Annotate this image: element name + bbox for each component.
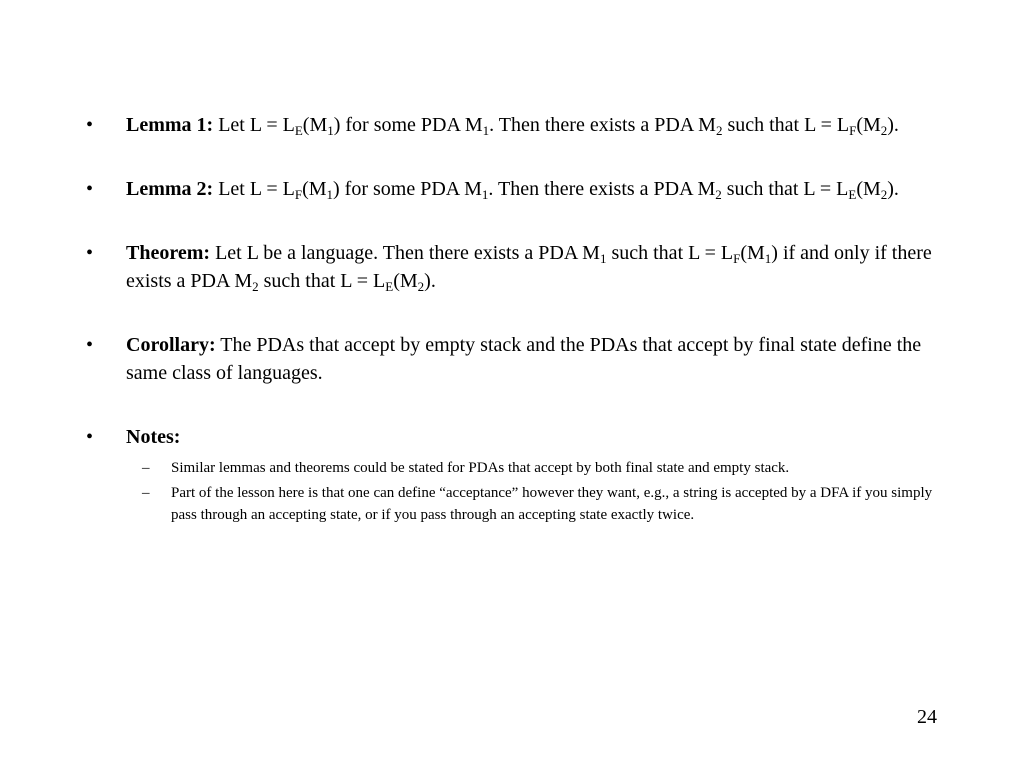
- subscript: 1: [481, 187, 489, 202]
- bullet-icon: •: [86, 178, 94, 200]
- theorem-text: (M: [393, 270, 418, 292]
- subscript: 1: [326, 187, 334, 202]
- lemma-1-text: . Then there exists a PDA M: [489, 114, 716, 136]
- notes-sublist: [126, 457, 948, 526]
- subscript: F: [733, 251, 741, 266]
- lemma-1-text: ) for some PDA M: [333, 114, 483, 136]
- bullet-icon: •: [86, 334, 94, 356]
- lemma-1-text: (M: [302, 114, 328, 136]
- bullet-list: [86, 111, 948, 562]
- dash-icon: –: [142, 460, 150, 476]
- subscript: E: [385, 279, 394, 294]
- lemma-2-text: (M: [302, 178, 327, 200]
- lemma-2-text: ).: [887, 178, 899, 200]
- subscript: E: [294, 123, 303, 138]
- lemma-1-text: such that L = L: [722, 114, 850, 136]
- corollary-text: The PDAs that accept by empty stack and the PDAs that accept by final state define the same class of languages.: [126, 334, 922, 384]
- lemma-2-label: Lemma 2:: [126, 178, 214, 200]
- subscript: E: [848, 187, 857, 202]
- page-number: 24: [917, 706, 937, 728]
- subscript: 1: [327, 123, 334, 138]
- subscript: F: [849, 123, 857, 138]
- dash-icon: –: [142, 485, 150, 501]
- lemma-1-text: Let L = L: [213, 114, 295, 136]
- notes-item: [86, 423, 948, 526]
- bullet-icon: •: [86, 242, 94, 264]
- lemma-2-text: Let L = L: [213, 178, 295, 200]
- theorem-text: Let L be a language. Then there exists a PDA M: [210, 242, 600, 264]
- theorem-label: Theorem:: [126, 242, 211, 264]
- bullet-icon: •: [86, 426, 94, 448]
- lemma-2-text: such that L = L: [721, 178, 849, 200]
- subscript: 2: [880, 187, 888, 202]
- subscript: 2: [252, 279, 259, 294]
- lemma-2-text: . Then there exists a PDA M: [488, 178, 716, 200]
- corollary-label: Corollary:: [126, 334, 216, 356]
- note-item: [126, 457, 948, 479]
- note-item: [126, 482, 948, 526]
- theorem-text: ).: [424, 270, 436, 292]
- subscript: F: [294, 187, 303, 202]
- notes-label: Notes:: [126, 426, 181, 448]
- lemma-1-label: Lemma 1:: [126, 114, 214, 136]
- theorem-text: such that L = L: [606, 242, 734, 264]
- theorem-text: (M: [740, 242, 765, 264]
- note-text: Similar lemmas and theorems could be stated for PDAs that accept by both final state and empty stack.: [171, 460, 790, 476]
- subscript: 2: [715, 123, 723, 138]
- lemma-2-item: [86, 175, 948, 203]
- subscript: 2: [880, 123, 888, 138]
- bullet-icon: •: [86, 114, 94, 136]
- corollary-item: [86, 331, 948, 387]
- subscript: 2: [417, 279, 425, 294]
- lemma-2-text: ) for some PDA M: [333, 178, 482, 200]
- note-text: Part of the lesson here is that one can define “acceptance” however they want, e.g., a string is accepted by a DFA if you simply pass through an accepting state, or if you pass through an accepting state exactly twice.: [171, 485, 933, 523]
- theorem-item: [86, 239, 948, 295]
- subscript: 1: [482, 123, 490, 138]
- lemma-1-text: ).: [887, 114, 899, 136]
- subscript: 2: [715, 187, 722, 202]
- theorem-text: ) if and only if there exists a PDA M: [126, 242, 932, 292]
- lemma-1-text: (M: [856, 114, 881, 136]
- subscript: 1: [599, 251, 607, 266]
- lemma-1-item: [86, 111, 948, 139]
- theorem-text: such that L = L: [258, 270, 386, 292]
- subscript: 1: [764, 251, 772, 266]
- lemma-2-text: (M: [856, 178, 881, 200]
